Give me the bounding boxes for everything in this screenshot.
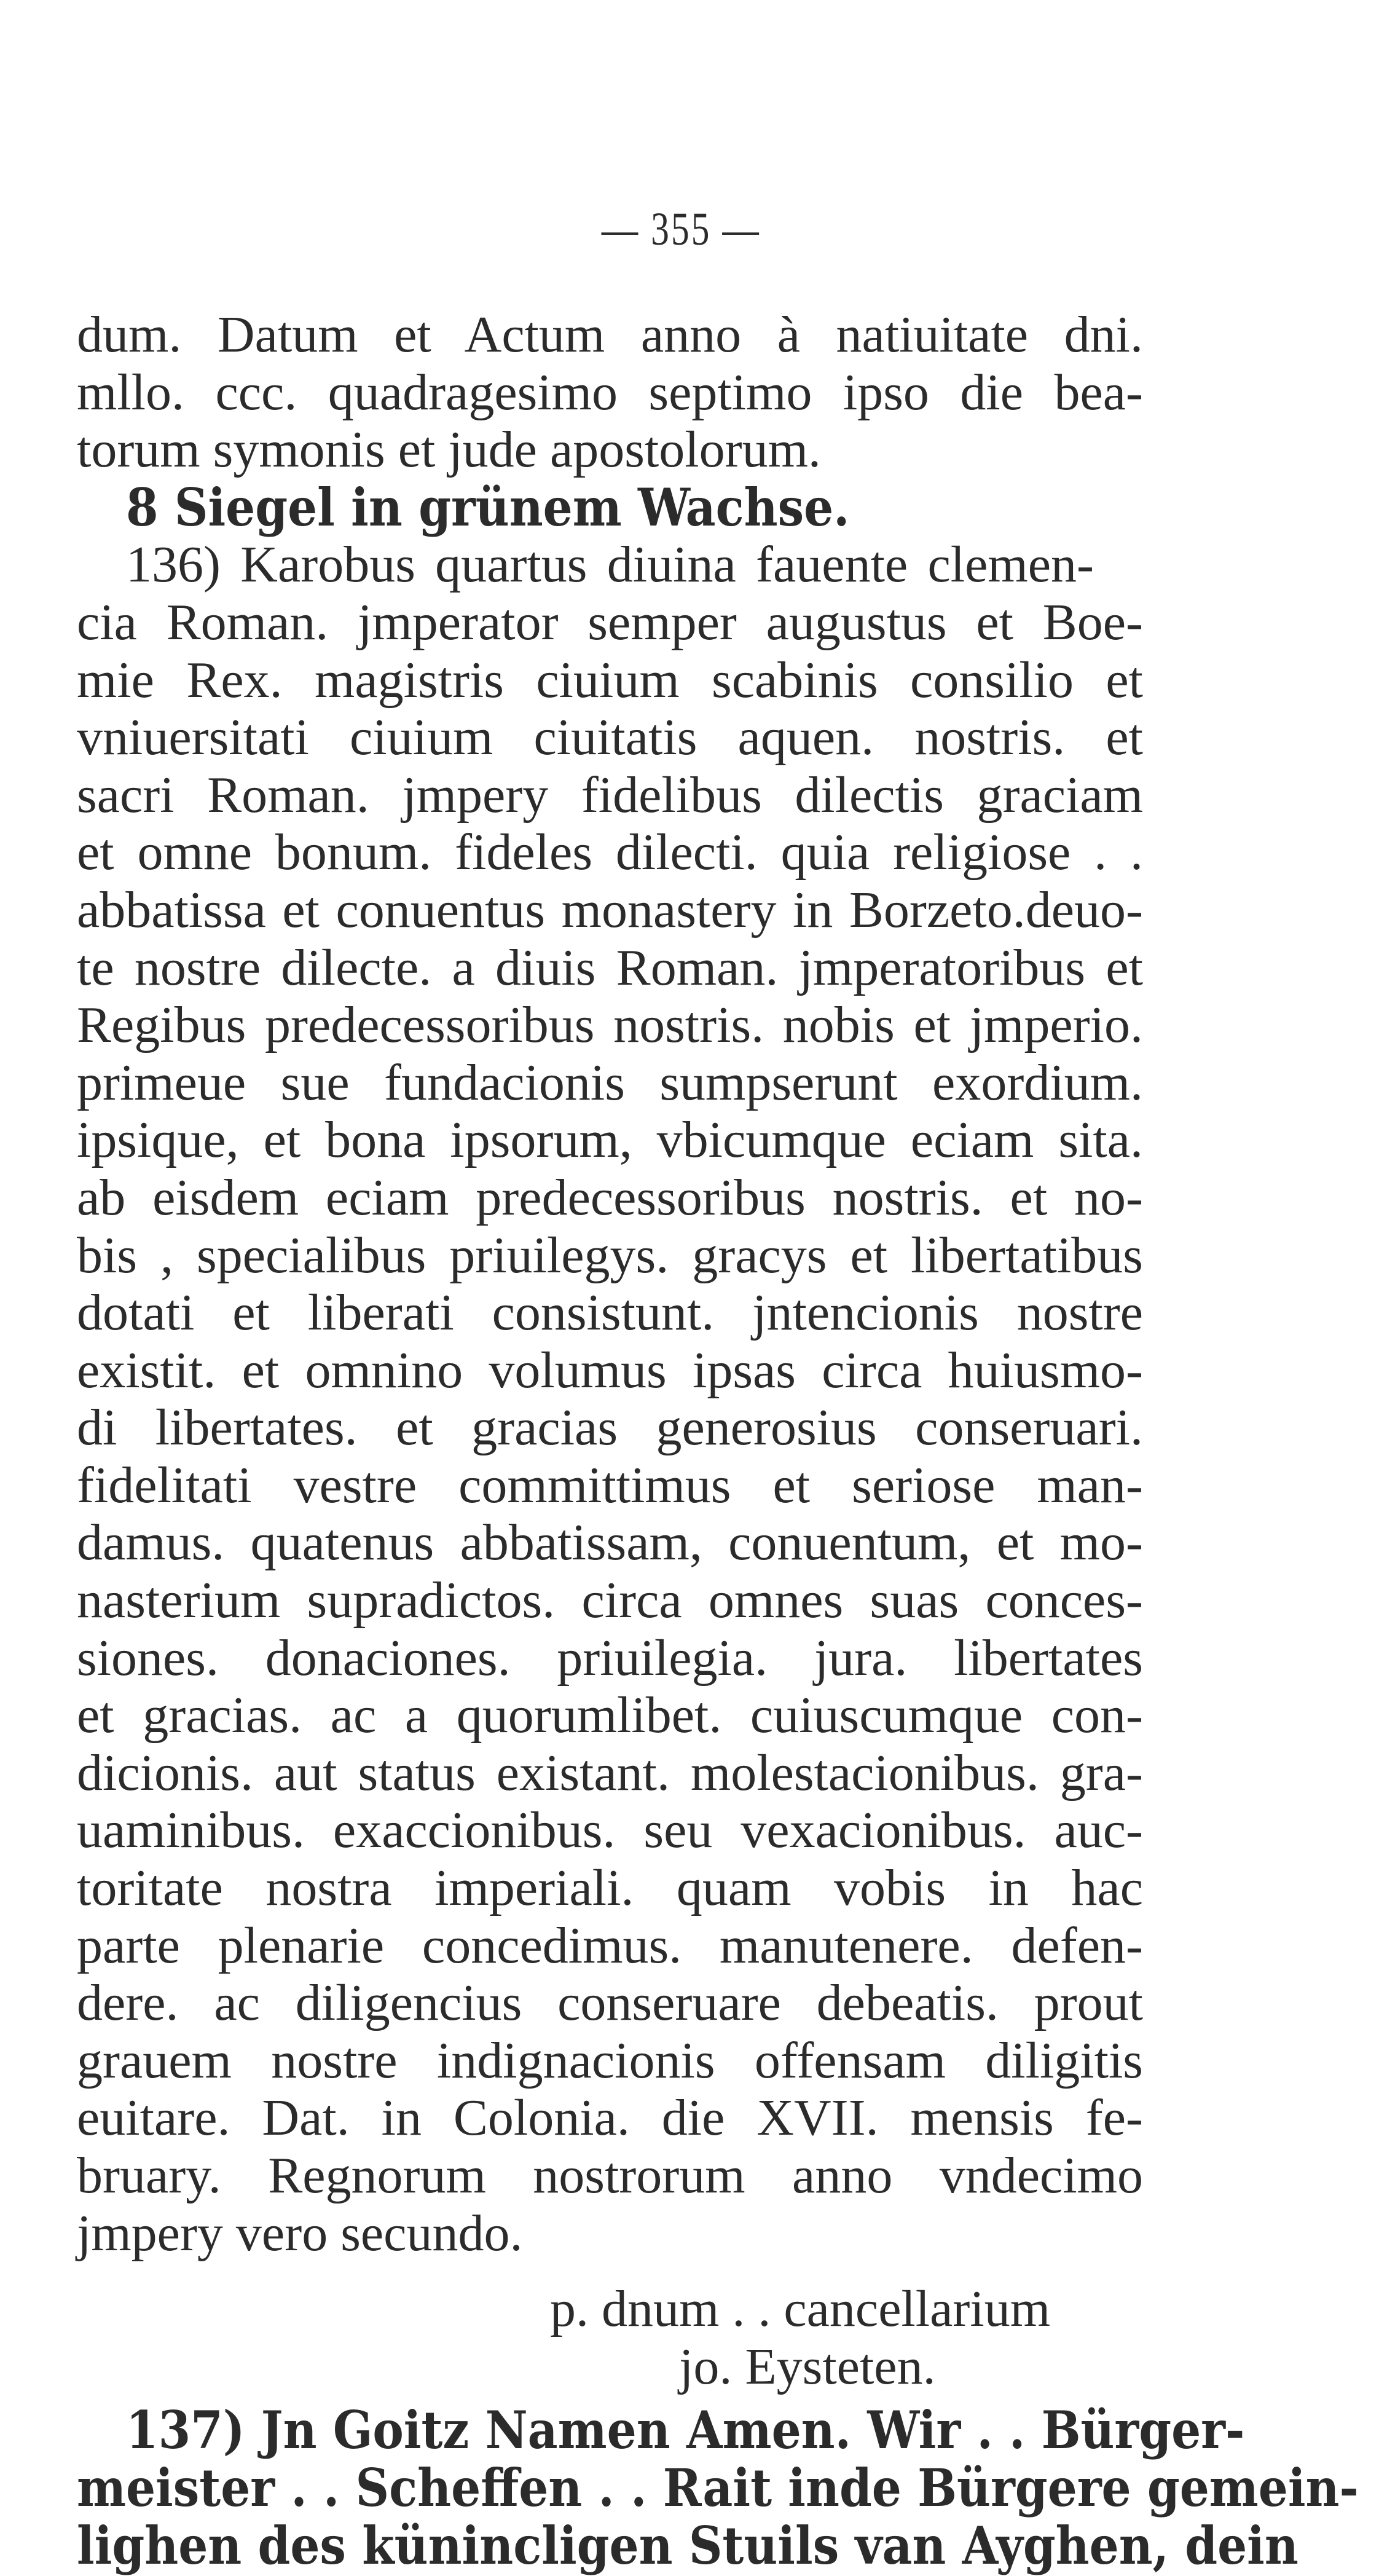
charter-137-start [77, 2400, 1245, 2461]
text-line-text: parte plenarie concedimus. manutenere. defen- [77, 1916, 1143, 1974]
text-line [77, 1169, 1143, 1227]
text-line [77, 1974, 1143, 2032]
text-line [77, 1687, 1143, 1744]
text-line-text: dicionis. aut status existant. molestacionibus. gra- [77, 1744, 1143, 1802]
charter-136-start [77, 536, 1143, 594]
text-line-text: dere. ac diligencius conseruare debeatis. prout [77, 1974, 1143, 2032]
text-line-text: fidelitati vestre committimus et seriose man- [77, 1456, 1143, 1514]
text-line [77, 1399, 1143, 1457]
text-line [77, 594, 1143, 652]
text-line-text: bruary. Regnorum nostrorum anno vndecimo [77, 2147, 1143, 2204]
text-line-text: nasterium supradictos. circa omnes suas conces- [77, 1572, 1143, 1629]
text-line-text: di libertates. et gracias generosius conseruari. [77, 1399, 1143, 1457]
text-line [77, 881, 1143, 939]
text-line-text: cia Roman. jmperator semper augustus et Boe- [77, 593, 1143, 651]
text-line [77, 1629, 1143, 1687]
text-line [77, 2089, 1143, 2147]
text-line [77, 1514, 1143, 1572]
text-line [77, 1054, 1143, 1112]
text-line-text: siones. donaciones. priuilegia. jura. libertates [77, 1629, 1143, 1687]
text-line [77, 939, 1143, 997]
text-line-text: primeue sue fundacionis sumpserunt exordium. [77, 1054, 1143, 1111]
text-line-text: existit. et omnino volumus ipsas circa huiusmo- [77, 1341, 1143, 1399]
text-line [77, 1342, 1143, 1400]
text-line-text: bis , specialibus priuilegys. gracys et libertatibus [77, 1226, 1143, 1284]
spacer [77, 2262, 1143, 2280]
charter-137-start-text: 137) Jn Goitz Namen Amen. Wir . . Bürger- [126, 2400, 1245, 2461]
signature-line-chancellor [77, 2280, 1143, 2338]
text-line [77, 1802, 1143, 1859]
seal-note-text: 8 Siegel in grünem Wachse. [126, 476, 850, 538]
text-line [77, 996, 1143, 1054]
text-line-text: et omne bonum. fideles dilecti. quia religiose . . [77, 824, 1143, 881]
text-line-text: grauem nostre indignacionis offensam diligitis [77, 2031, 1143, 2089]
text-line [77, 306, 1143, 364]
text-line-text: vniuersitati ciuium ciuitatis aquen. nostris. et [77, 709, 1143, 766]
text-line [77, 766, 1143, 824]
text-line [77, 1111, 1143, 1169]
text-line-text: Regibus predecessoribus nostris. nobis et jmperio. [77, 996, 1143, 1054]
text-line-text: te nostre dilecte. a diuis Roman. jmperatoribus et [77, 939, 1143, 996]
text-line-text: toritate nostra imperiali. quam vobis in hac [77, 1859, 1143, 1917]
text-line-text: mllo. ccc. quadragesimo septimo ipso die bea- [77, 363, 1143, 421]
text-line-text: damus. quatenus abbatissam, conuentum, et mo- [77, 1514, 1143, 1572]
seal-note [77, 476, 1143, 538]
text-line [77, 421, 1143, 479]
text-line [77, 2515, 1298, 2576]
text-line [77, 1284, 1143, 1342]
text-line [77, 1859, 1143, 1917]
text-line [77, 2205, 1143, 2263]
text-line-text: mie Rex. magistris ciuium scabinis consilio et [77, 651, 1143, 709]
charter-136-start-text: 136) Karobus quartus diuina fauente clemen- [126, 536, 1094, 594]
text-line [77, 2032, 1143, 2090]
signature-line-chancellor-text: p. dnum . . cancellarium [550, 2280, 1051, 2338]
text-line [77, 1917, 1143, 1975]
text-line-text: et gracias. ac a quorumlibet. cuiuscumque con- [77, 1687, 1143, 1744]
text-line-text: sacri Roman. jmpery fidelibus dilectis graciam [77, 766, 1143, 824]
document-body [77, 306, 1359, 2576]
text-line-text: ab eisdem eciam predecessoribus nostris. et no- [77, 1168, 1143, 1226]
text-line [77, 1457, 1143, 1514]
text-line [77, 709, 1143, 766]
text-line-text: dotati et liberati consistunt. jntencionis nostre [77, 1284, 1143, 1342]
text-line-text: lighen des künincligen Stuils van Ayghen, dein [77, 2515, 1298, 2576]
text-line-text: meister . . Scheffen . . Rait inde Bürgere gemein- [77, 2457, 1359, 2518]
text-line [77, 1744, 1143, 1802]
text-line-text: dum. Datum et Actum anno à natiuitate dni. [77, 306, 1143, 363]
text-line [77, 2457, 1359, 2518]
text-line [77, 2147, 1143, 2205]
text-line [77, 824, 1143, 881]
text-line-text: uaminibus. exaccionibus. seu vexacionibus. auc- [77, 1802, 1143, 1859]
text-line-text: torum symonis et jude apostolorum. [77, 421, 821, 479]
text-line-text: euitare. Dat. in Colonia. die XVII. mensis fe- [77, 2089, 1143, 2147]
signature-line-name [77, 2338, 1143, 2396]
text-line [77, 1572, 1143, 1629]
text-line [77, 364, 1143, 422]
page-number: — 355 — [601, 203, 761, 255]
signature-line-name-text: jo. Eysteten. [679, 2338, 936, 2395]
text-line [77, 652, 1143, 709]
text-line-text: abbatissa et conuentus monastery in Borzeto.deuo- [77, 881, 1143, 939]
text-line [77, 1227, 1143, 1285]
text-line-text: ipsique, et bona ipsorum, vbicumque eciam sita. [77, 1111, 1143, 1169]
text-line-text: jmpery vero secundo. [77, 2204, 523, 2262]
